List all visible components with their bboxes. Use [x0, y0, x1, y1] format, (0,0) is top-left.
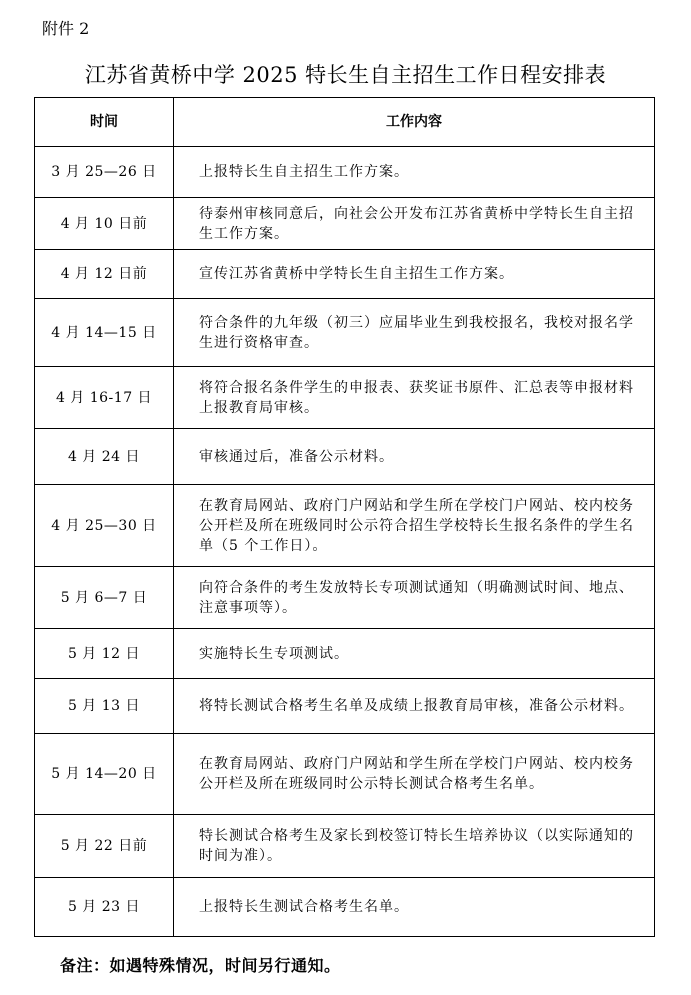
work-cell: 实施特长生专项测试。: [174, 629, 655, 679]
work-cell: 将特长测试合格考生名单及成绩上报教育局审核，准备公示材料。: [174, 679, 655, 734]
work-cell: 符合条件的九年级（初三）应届毕业生到我校报名，我校对报名学生进行资格审查。: [174, 299, 655, 367]
work-cell: 审核通过后，准备公示材料。: [174, 429, 655, 485]
work-cell: 上报特长生自主招生工作方案。: [174, 147, 655, 198]
header-time: 时间: [35, 98, 174, 147]
table-row: [35, 147, 655, 198]
table-row: [35, 485, 655, 567]
table-row: [35, 878, 655, 937]
table-row: [35, 734, 655, 815]
time-cell: 4 月 16-17 日: [35, 367, 174, 429]
time-cell: 3 月 25—26 日: [35, 147, 174, 198]
work-cell: 特长测试合格考生及家长到校签订特长生培养协议（以实际通知的时间为准）。: [174, 815, 655, 878]
work-cell: 待泰州审核同意后，向社会公开发布江苏省黄桥中学特长生自主招生工作方案。: [174, 198, 655, 250]
table-row: [35, 629, 655, 679]
work-cell: 在教育局网站、政府门户网站和学生所在学校门户网站、校内校务公开栏及所在班级同时公示符合招生学校特长生报名条件的学生名单（5 个工作日）。: [174, 485, 655, 567]
work-cell: 将符合报名条件学生的申报表、获奖证书原件、汇总表等申报材料上报教育局审核。: [174, 367, 655, 429]
time-cell: 5 月 23 日: [35, 878, 174, 937]
work-cell: 向符合条件的考生发放特长专项测试通知（明确测试时间、地点、注意事项等）。: [174, 567, 655, 629]
work-cell: 在教育局网站、政府门户网站和学生所在学校门户网站、校内校务公开栏及所在班级同时公示特长测试合格考生名单。: [174, 734, 655, 815]
work-cell: 宣传江苏省黄桥中学特长生自主招生工作方案。: [174, 250, 655, 299]
footnote: 备注：如遇特殊情况，时间另行通知。: [60, 956, 341, 975]
time-cell: 5 月 6—7 日: [35, 567, 174, 629]
table-row: [35, 367, 655, 429]
time-cell: 4 月 14—15 日: [35, 299, 174, 367]
time-cell: 5 月 12 日: [35, 629, 174, 679]
table-row: [35, 250, 655, 299]
time-cell: 4 月 12 日前: [35, 250, 174, 299]
time-cell: 4 月 10 日前: [35, 198, 174, 250]
table-header-row: [35, 98, 655, 147]
table-row: [35, 429, 655, 485]
time-cell: 4 月 25—30 日: [35, 485, 174, 567]
attachment-label: 附件 2: [42, 19, 90, 38]
table-row: [35, 299, 655, 367]
time-cell: 5 月 13 日: [35, 679, 174, 734]
time-cell: 5 月 22 日前: [35, 815, 174, 878]
table-row: [35, 815, 655, 878]
schedule-table: [34, 97, 655, 937]
table-row: [35, 198, 655, 250]
header-work: 工作内容: [174, 98, 655, 147]
table-row: [35, 679, 655, 734]
table-row: [35, 567, 655, 629]
time-cell: 4 月 24 日: [35, 429, 174, 485]
document-title: 江苏省黄桥中学 2025 特长生自主招生工作日程安排表: [84, 63, 607, 87]
work-cell: 上报特长生测试合格考生名单。: [174, 878, 655, 937]
time-cell: 5 月 14—20 日: [35, 734, 174, 815]
